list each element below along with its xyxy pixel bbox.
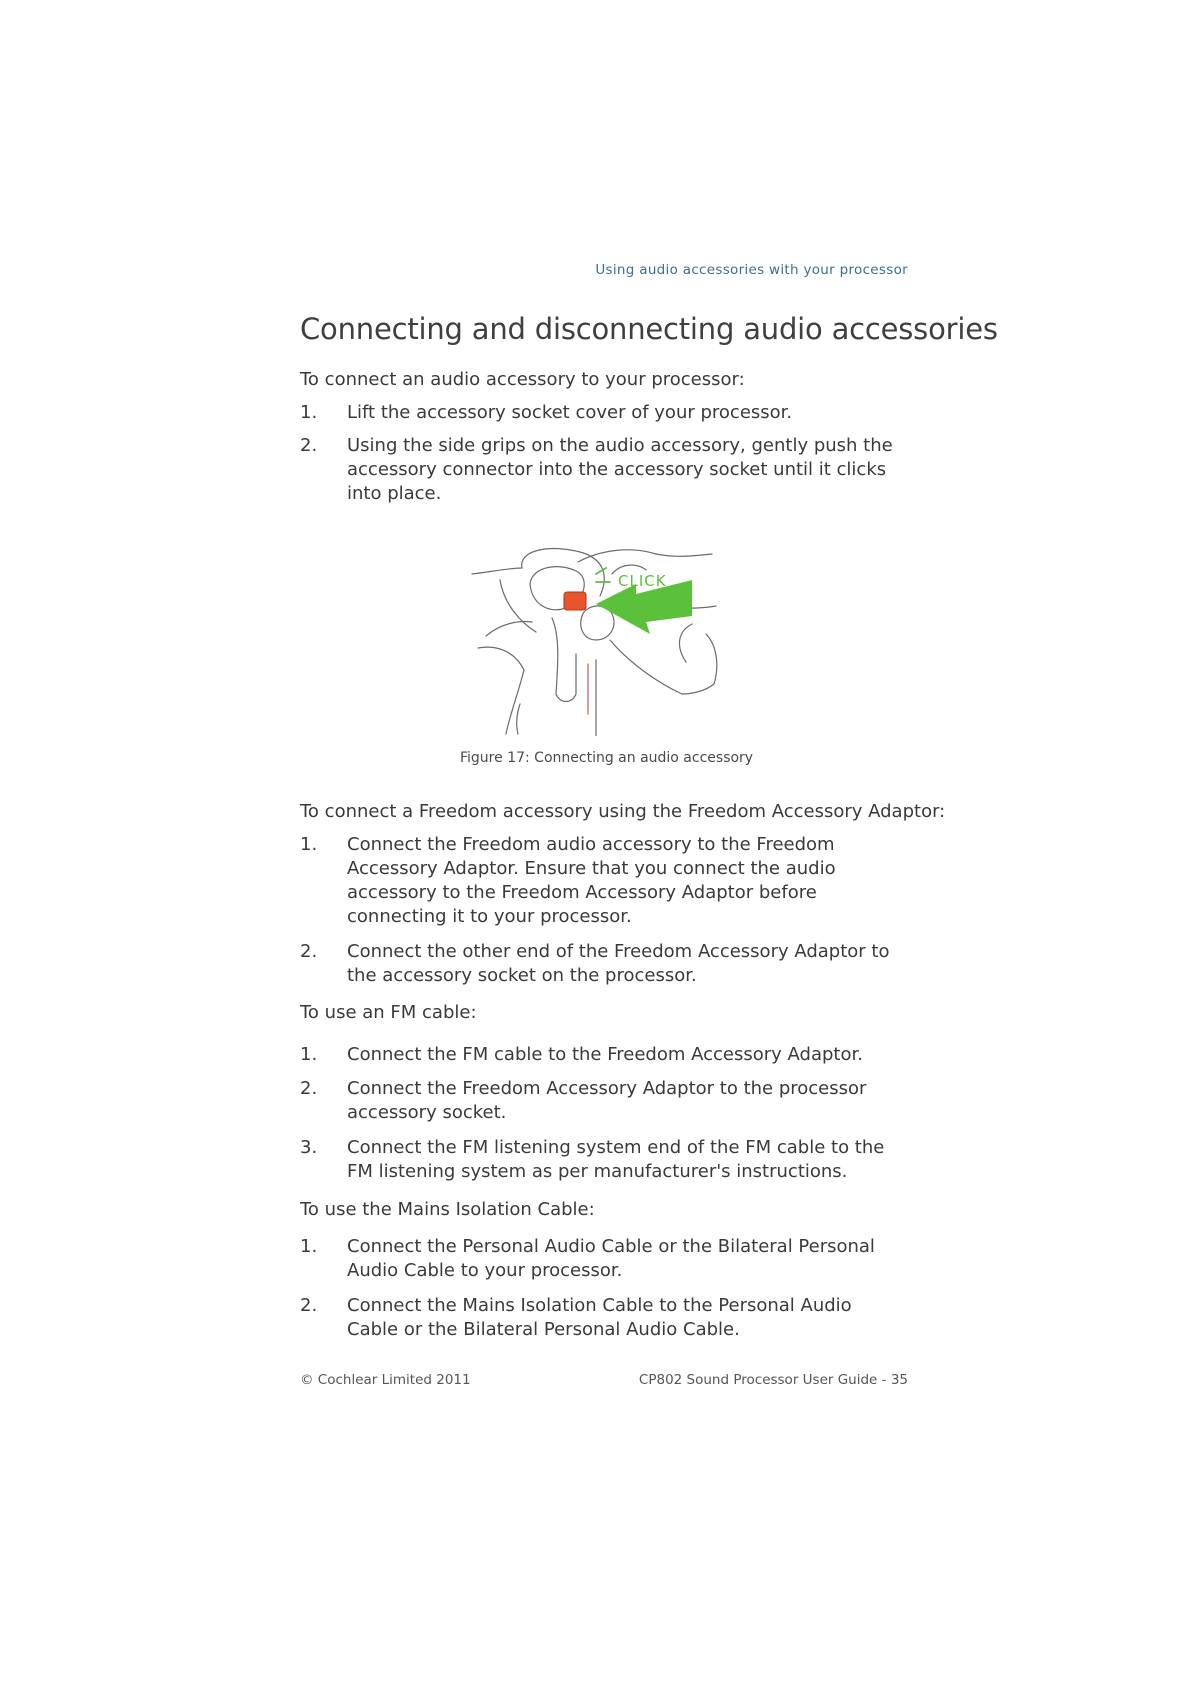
- step-number: 2.: [300, 1295, 318, 1316]
- running-header: Using audio accessories with your processor: [595, 262, 908, 278]
- accessory-connector: [564, 592, 586, 610]
- connect-intro: To connect an audio accessory to your processor:: [300, 369, 745, 390]
- freedom-step-2: [300, 940, 900, 988]
- step-number: 2.: [300, 435, 318, 456]
- step-number: 1.: [300, 402, 318, 423]
- freedom-step-1: [300, 833, 900, 929]
- step-number: 2.: [300, 941, 318, 962]
- freedom-intro: To connect a Freedom accessory using the Freedom Accessory Adaptor:: [300, 801, 946, 822]
- footer-copyright: © Cochlear Limited 2011: [300, 1372, 471, 1388]
- page-title: Connecting and disconnecting audio accessories: [300, 312, 998, 346]
- step-text: Using the side grips on the audio accessory, gently push the accessory connector into the accessory socket until it clicks into place.: [347, 435, 893, 504]
- step-text: Connect the Freedom audio accessory to the Freedom Accessory Adaptor. Ensure that you connect the audio accessory to the Freedom Accessory Adaptor before connecting it to your processor.: [347, 834, 836, 927]
- mains-step-2: [300, 1294, 900, 1342]
- step-text: Connect the Freedom Accessory Adaptor to the processor accessory socket.: [347, 1078, 867, 1123]
- click-label: CLICK: [618, 572, 667, 590]
- step-number: 1.: [300, 1236, 318, 1257]
- figure-caption: Figure 17: Connecting an audio accessory: [460, 750, 754, 766]
- connect-step-1: [300, 401, 900, 425]
- step-text: Connect the other end of the Freedom Accessory Adaptor to the accessory socket on the processor.: [347, 941, 890, 986]
- step-text: Connect the Personal Audio Cable or the Bilateral Personal Audio Cable to your processor.: [347, 1236, 875, 1281]
- step-number: 2.: [300, 1078, 318, 1099]
- connect-step-2: [300, 434, 900, 506]
- mains-intro: To use the Mains Isolation Cable:: [300, 1199, 595, 1220]
- step-number: 1.: [300, 1044, 318, 1065]
- step-number: 3.: [300, 1137, 318, 1158]
- click-marks: [596, 568, 610, 582]
- figure-connecting-accessory: [460, 544, 750, 736]
- mains-step-1: [300, 1235, 900, 1283]
- footer-page-number: CP802 Sound Processor User Guide - 35: [638, 1372, 908, 1388]
- fm-intro: To use an FM cable:: [300, 1002, 477, 1023]
- step-text: Connect the FM cable to the Freedom Accessory Adaptor.: [347, 1044, 863, 1065]
- hands-illustration: [472, 549, 717, 736]
- fm-step-2: [300, 1077, 900, 1125]
- step-text: Lift the accessory socket cover of your processor.: [347, 402, 793, 423]
- step-number: 1.: [300, 834, 318, 855]
- step-text: Connect the FM listening system end of the FM cable to the FM listening system as per manufacturer's instructions.: [347, 1137, 885, 1182]
- fm-step-1: [300, 1043, 900, 1067]
- fm-step-3: [300, 1136, 900, 1184]
- step-text: Connect the Mains Isolation Cable to the Personal Audio Cable or the Bilateral Personal Audio Cable.: [347, 1295, 852, 1340]
